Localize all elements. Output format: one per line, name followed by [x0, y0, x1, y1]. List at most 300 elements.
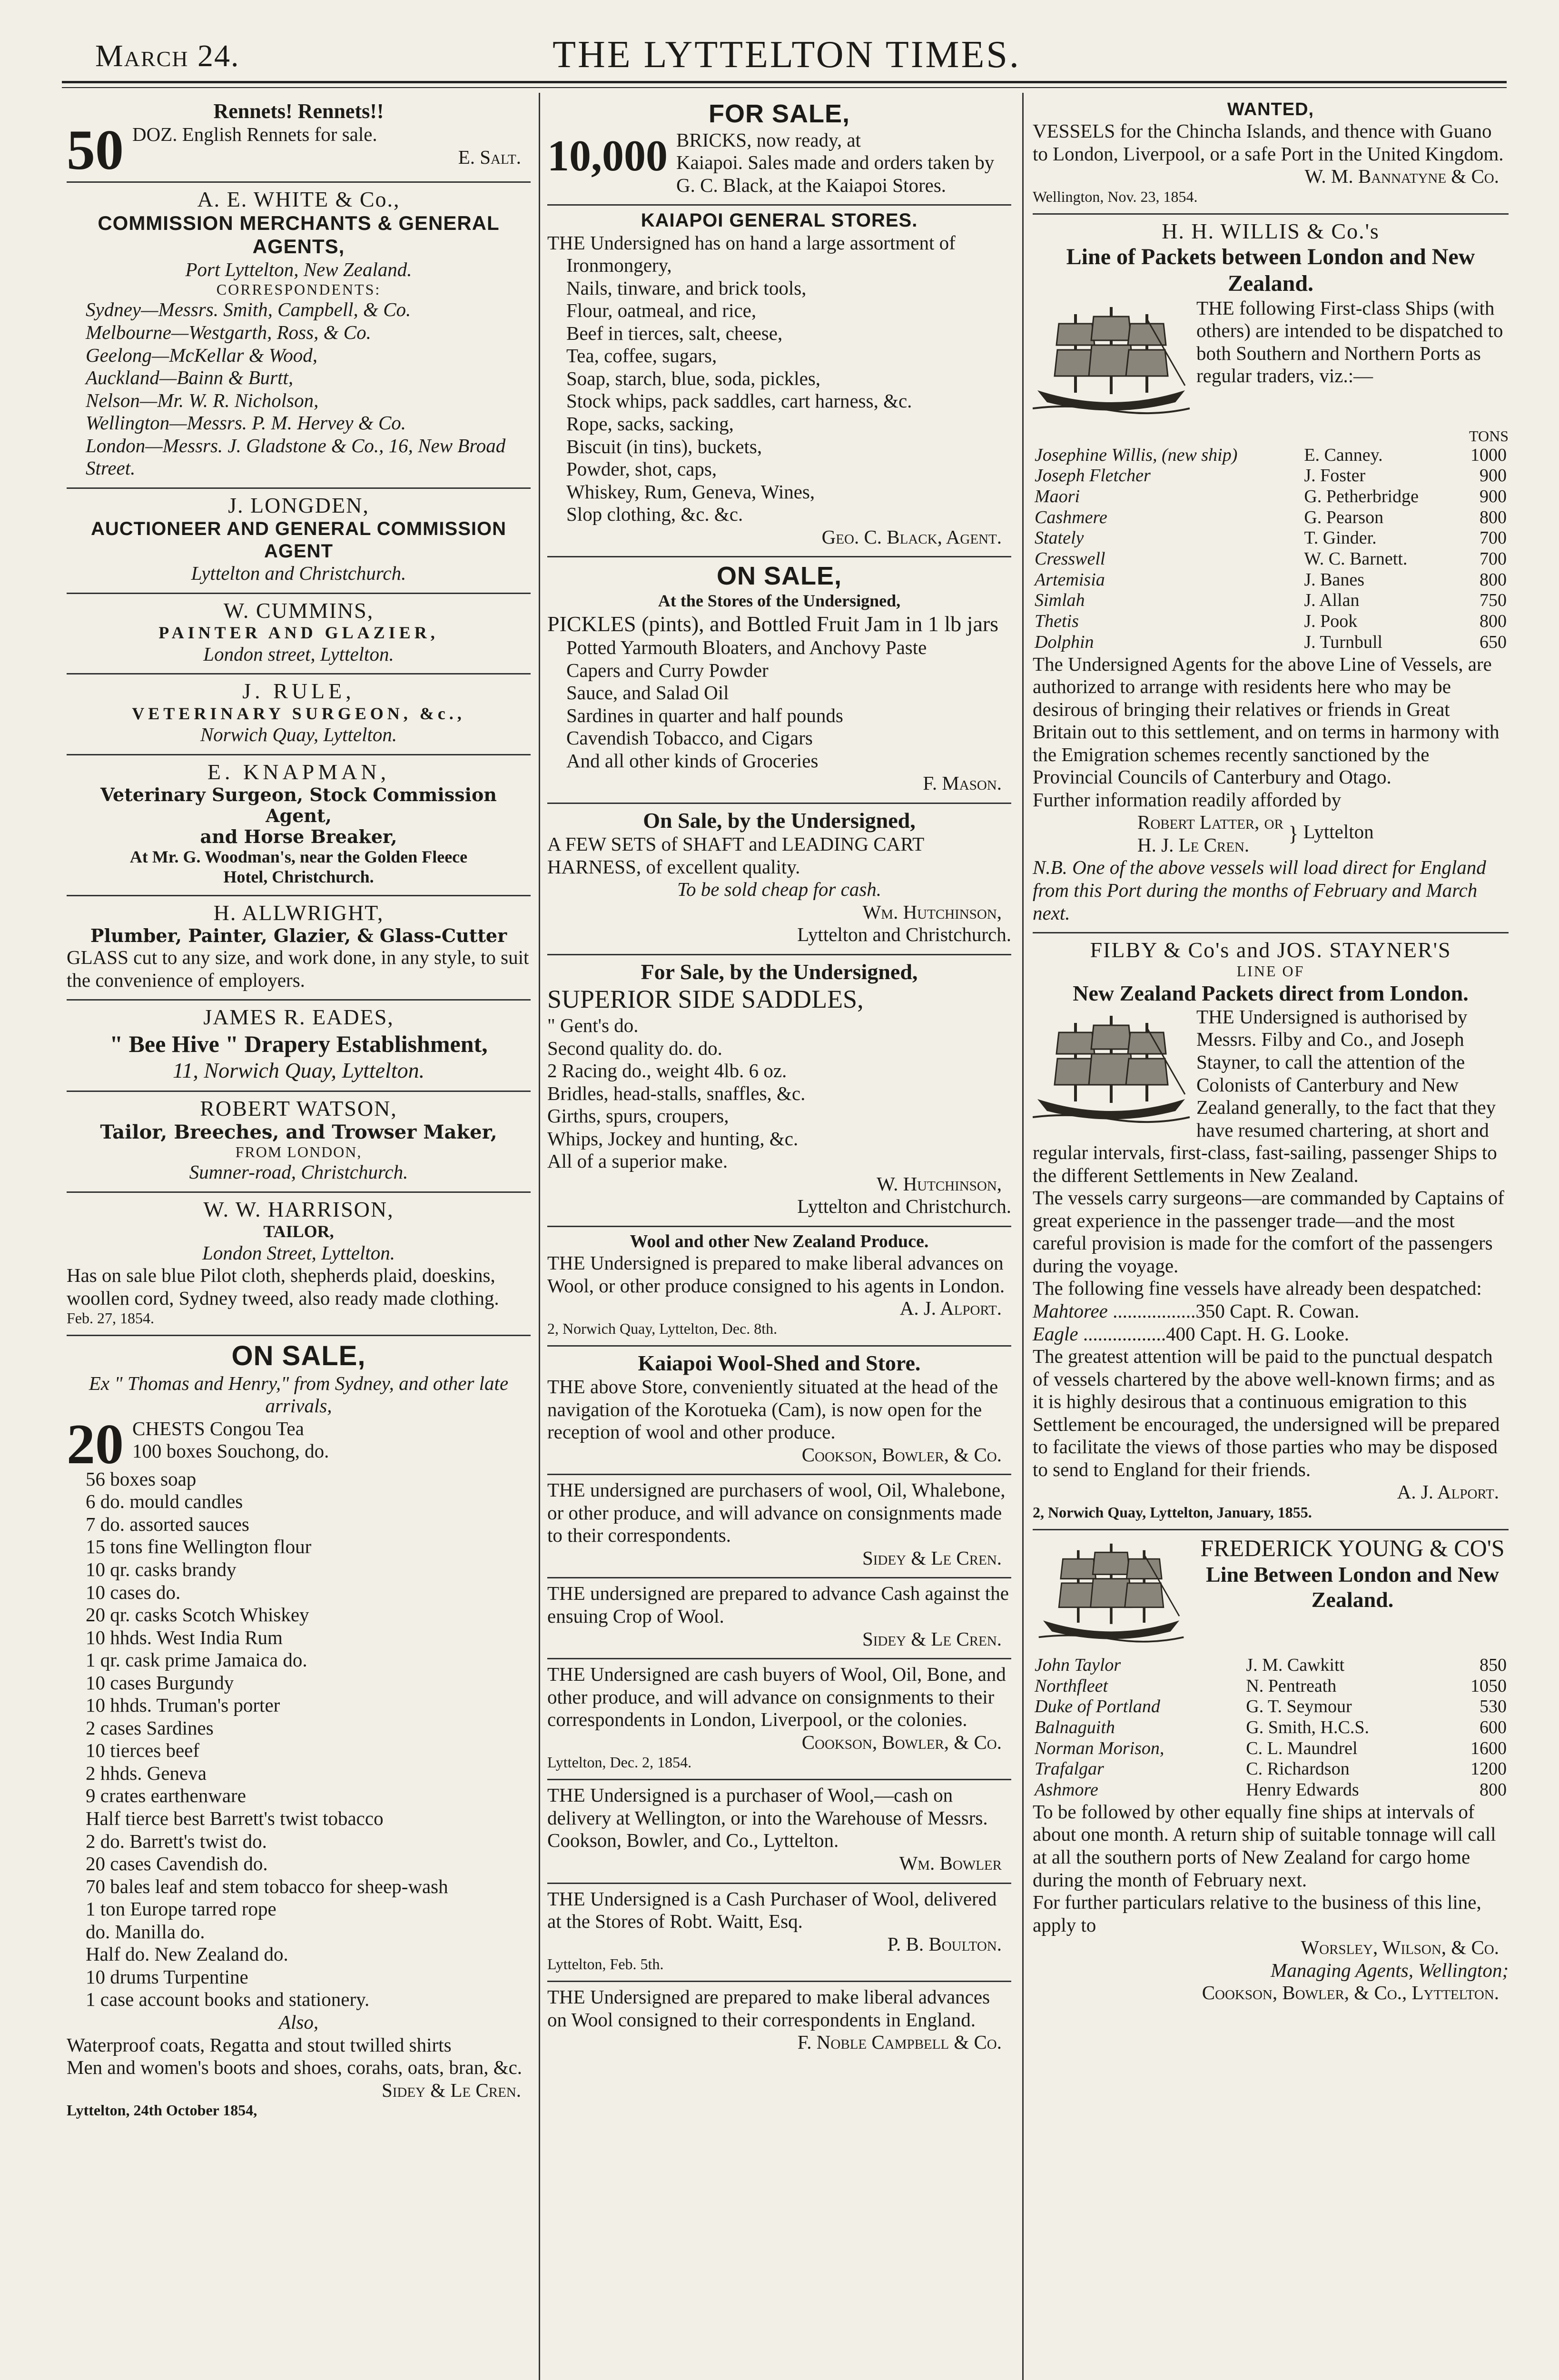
ship-tons: 800 — [1480, 507, 1507, 527]
ad-young — [1033, 1530, 1509, 2012]
list-item: 1 qr. cask prime Jamaica do. — [86, 1649, 307, 1671]
ad-text: Has on sale blue Pilot cloth, shepherds plaid, doeskins, woollen cord, Sydney tweed, also ready made clothing. — [67, 1264, 499, 1309]
ad-heading: Wool and other New Zealand Produce. — [630, 1231, 929, 1251]
list-item: 2 do. Barrett's twist do. — [86, 1830, 267, 1852]
ad-filby — [1033, 933, 1509, 1530]
ship-master: G. Petherbridge — [1304, 486, 1419, 507]
list-item: Second quality do. do. — [547, 1037, 722, 1059]
ad-signature: Cookson, Bowler, & Co. — [801, 1443, 1002, 1466]
firm-trade: Veterinary Surgeon, Stock Commission Agent, — [100, 784, 497, 827]
ship-tons: 650 — [1480, 632, 1507, 652]
ship-tons: 700 — [1480, 549, 1507, 569]
ship-name: Simlah — [1035, 590, 1085, 611]
list-item: Girths, spurs, croupers, — [547, 1105, 729, 1127]
ad-date: Lyttelton, Feb. 5th. — [547, 1955, 664, 1973]
ad-intro: THE Undersigned is authorised by Messrs. Filby and Co., and Joseph Stayner, to call the attention of the Colonists of Canterbury and New Zealand generally, to the fact that they have resumed chartering, at short and regular intervals, first-class, fast-sailing, passenger Ships to the different Settlements in New Zealand. — [1033, 1005, 1497, 1186]
firm-name: FREDERICK YOUNG & CO'S — [1200, 1535, 1505, 1562]
ship-tons: 530 — [1480, 1696, 1507, 1717]
ad-watson — [67, 1092, 531, 1192]
list-item: All of a superior make. — [547, 1150, 728, 1172]
firm-name: J. RULE, — [242, 679, 355, 704]
ad-bowler — [547, 1780, 1011, 1884]
ad-willis — [1033, 215, 1509, 933]
ad-heading: WANTED, — [1227, 99, 1314, 119]
ship-master: W. C. Barnett. — [1304, 549, 1408, 569]
ad-white — [67, 183, 531, 489]
firm-place: London Street, Lyttelton. — [202, 1241, 395, 1264]
list-item: 10 hhds. West India Rum — [86, 1626, 283, 1648]
list-item: Wellington—Messrs. P. M. Hervey & Co. — [86, 412, 406, 434]
ad-body: The Undersigned Agents for the above Line of Vessels, are authorized to arrange with residents here who may be desirous of bringing their relatives or friends in Great Britain out to this settlement, and on terms in harmony with the Emigration schemes recently sanctioned by the Provincial Councils of Canterbury and Otago. — [1033, 653, 1500, 788]
ship-row — [1033, 1780, 1509, 1801]
ad-text: BRICKS, now ready, at — [676, 129, 861, 151]
list-item: 10 cases Burgundy — [86, 1671, 234, 1694]
ship-master: N. Pentreath — [1246, 1676, 1337, 1696]
ship-master: J. M. Cawkitt — [1246, 1655, 1345, 1676]
brace: } — [1288, 822, 1299, 846]
list-item: 56 boxes soap — [86, 1468, 197, 1490]
sailing-ship-illustration — [1033, 300, 1190, 424]
firm-place: Port Lyttelton, New Zealand. — [185, 258, 412, 280]
ship-row — [1033, 445, 1509, 466]
firm-trade: VETERINARY SURGEON, &c., — [132, 704, 465, 723]
ad-text: DOZ. English Rennets for sale. — [132, 123, 377, 146]
ad-signature: E. Salt. — [458, 146, 521, 168]
list-item: 15 tons fine Wellington flour — [86, 1536, 312, 1558]
list-item: Melbourne—Westgarth, Ross, & Co. — [86, 321, 371, 344]
ad-text: THE Undersigned are prepared to make liberal advances on Wool consigned to their correspondents in England. — [547, 1986, 990, 2031]
list-item: 7 do. assorted sauces — [86, 1513, 249, 1535]
ad-signature: Geo. C. Black, Agent. — [821, 526, 1002, 548]
ad-saddles — [547, 955, 1011, 1227]
ad-number: 20 — [67, 1412, 124, 1476]
ship-row — [1033, 1738, 1509, 1759]
goods-list — [547, 254, 1011, 526]
ad-signature: A. J. Alport. — [1397, 1481, 1499, 1503]
ships-table — [1033, 1655, 1509, 1801]
ship-master: J. Pook — [1304, 611, 1358, 632]
list-item: Sardines in quarter and half pounds — [566, 704, 843, 726]
ad-signature: Cookson, Bowler, & Co. — [801, 1731, 1002, 1753]
ad-text: A FEW SETS of SHAFT and LEADING CART HARNESS, of excellent quality. — [547, 833, 924, 878]
ship-details: .................350 Capt. R. Cowan. — [1113, 1300, 1360, 1322]
ship-master: J. Banes — [1304, 569, 1364, 590]
column-divider-1 — [539, 93, 540, 2380]
ad-title: Line Between London and New Zealand. — [1206, 1562, 1499, 1612]
ad-signature: W. M. Bannatyne & Co. — [1304, 165, 1499, 188]
firm-name: J. LONGDEN, — [228, 493, 369, 517]
ad-signature: Sidey & Le Cren. — [381, 2079, 521, 2101]
list-item: Sydney—Messrs. Smith, Campbell, & Co. — [86, 298, 411, 321]
list-item: 70 bales leaf and stem tobacco for sheep-wash — [86, 1875, 448, 1897]
ship-name: Duke of Portland — [1035, 1696, 1160, 1717]
list-item: 10 drums Turpentine — [86, 1965, 248, 1988]
ad-text: VESSELS for the Chincha Islands, and thence with Guano to London, Liverpool, or a safe Port in the United Kingdom. — [1033, 120, 1504, 165]
ship-name: Northfleet — [1035, 1676, 1108, 1696]
ships-list — [1033, 1300, 1509, 1345]
ad-woolshed — [547, 1347, 1011, 1476]
ad-signature: Sidey & Le Cren. — [862, 1547, 1002, 1569]
firm-name: W. W. HARRISON, — [203, 1197, 394, 1221]
firm-place-2: Hotel, Christchurch. — [223, 867, 374, 887]
firm-place: London street, Lyttelton. — [203, 643, 394, 665]
list-item: Half do. New Zealand do. — [86, 1943, 288, 1965]
list-item: Potted Yarmouth Bloaters, and Anchovy Paste — [566, 636, 927, 659]
ad-date: Lyttelton, 24th October 1854, — [67, 2102, 257, 2119]
ad-first-line: CHESTS Congou Tea — [132, 1417, 304, 1439]
ship-row — [1033, 486, 1509, 507]
list-item: 10 cases do. — [86, 1581, 181, 1603]
ad-text-2: Kaiapoi. Sales made and orders taken by G. C. Black, at the Kaiapoi Stores. — [676, 151, 995, 196]
ship-name: Maori — [1035, 486, 1080, 507]
firm-from: FROM LONDON, — [235, 1143, 362, 1160]
firm-name: A. E. WHITE & Co., — [197, 187, 400, 212]
list-item: 1 ton Europe tarred rope — [86, 1898, 276, 1920]
ship-row — [1033, 466, 1509, 486]
ship-row — [1033, 590, 1509, 611]
ad-bricks — [547, 95, 1011, 206]
ship-name: John Taylor — [1035, 1655, 1121, 1676]
ship-row — [1033, 570, 1509, 591]
ship-master: C. L. Maundrel — [1246, 1738, 1358, 1758]
list-item: Nails, tinware, and brick tools, — [566, 277, 807, 299]
ship-name: Ashmore — [1035, 1780, 1098, 1800]
ad-title: Line of Packets between London and New Zealand. — [1066, 244, 1475, 296]
ad-signature: W. Hutchinson, — [877, 1172, 1002, 1195]
ad-allwright — [67, 896, 531, 1001]
list-item: Sauce, and Salad Oil — [566, 682, 729, 704]
ship-row — [1033, 1676, 1509, 1697]
list-item: Whips, Jockey and hunting, &c. — [547, 1127, 799, 1150]
ship-tons: 850 — [1480, 1655, 1507, 1676]
ship-master: C. Richardson — [1246, 1759, 1350, 1779]
ad-signature: F. Mason. — [923, 772, 1002, 794]
ad-signature: Wm. Bowler — [899, 1852, 1002, 1874]
ad-rule — [67, 674, 531, 755]
firm-name: H. ALLWRIGHT, — [213, 900, 384, 925]
ad-text: THE Undersigned are cash buyers of Wool, Oil, Bone, and other produce, and will advance on consignments to their correspondents in London, Liverpool, or the colonies. — [547, 1663, 1006, 1731]
ship-master: G. Pearson — [1304, 507, 1384, 527]
ad-harness — [547, 804, 1011, 955]
firm-trade: AUCTIONEER AND GENERAL COMMISSION AGENT — [90, 518, 507, 562]
column-1 — [67, 95, 531, 2127]
ship-master: E. Canney. — [1304, 445, 1383, 465]
ad-intro: THE Undersigned has on hand a large assortment of — [547, 231, 956, 254]
ad-heading: KAIAPOI GENERAL STORES. — [641, 210, 918, 231]
ad-wool — [547, 1227, 1011, 1347]
ad-subheading: At the Stores of the Undersigned, — [658, 591, 901, 610]
ship-tons: 1200 — [1470, 1759, 1507, 1779]
ad-mason — [547, 557, 1011, 804]
ship-name: Norman Morison, — [1035, 1738, 1164, 1758]
list-item: 6 do. mould candles — [86, 1490, 243, 1513]
ship-name: Trafalgar — [1035, 1759, 1104, 1779]
ad-date: 2, Norwich Quay, Lyttelton, Dec. 8th. — [547, 1319, 778, 1337]
ad-note: To be sold cheap for cash. — [677, 878, 881, 901]
ad-signature-role: Managing Agents, Wellington; — [1271, 1959, 1509, 1981]
list-item: Bridles, head-stalls, snaffles, &c. — [547, 1082, 806, 1104]
firm-place: Sumner-road, Christchurch. — [189, 1161, 408, 1183]
ship-name: Cresswell — [1035, 549, 1105, 569]
list-item: Flour, oatmeal, and rice, — [566, 299, 757, 322]
ad-heading: Rennets! Rennets!! — [213, 99, 384, 123]
ad-heading: FOR SALE, — [708, 99, 850, 128]
ad-heading: For Sale, by the Undersigned, — [641, 959, 918, 984]
ship-name: Joseph Fletcher — [1035, 466, 1151, 486]
line-of-label: LINE OF — [1236, 962, 1305, 980]
list-item: 2 cases Sardines — [86, 1716, 214, 1739]
firm-name: W. CUMMINS, — [223, 598, 374, 623]
ad-sidey-onsale — [67, 1336, 531, 2127]
ship-master: J. Allan — [1304, 590, 1360, 611]
ship-master: J. Turnbull — [1304, 632, 1383, 652]
ship-master: Henry Edwards — [1246, 1780, 1359, 1800]
ad-body-2: The following fine vessels have already been despatched: — [1033, 1277, 1482, 1299]
list-item: 9 crates earthenware — [86, 1785, 246, 1807]
correspondents-list — [67, 298, 531, 479]
ship-master: T. Ginder. — [1304, 528, 1377, 548]
sailing-ship-illustration — [1033, 1009, 1190, 1132]
ad-eades — [67, 1001, 531, 1092]
masthead-rule — [62, 81, 1507, 88]
ad-intro: PICKLES (pints), and Bottled Fruit Jam in 1 lb jars — [547, 611, 999, 636]
ad-wanted — [1033, 95, 1509, 215]
firm-trade: TAILOR, — [263, 1221, 334, 1241]
ad-cookson — [547, 1659, 1011, 1780]
ship-tons: 1000 — [1470, 445, 1507, 465]
ship-row — [1033, 528, 1509, 549]
list-item: 2 Racing do., weight 4lb. 6 oz. — [547, 1060, 787, 1082]
list-item: Cavendish Tobacco, and Cigars — [566, 727, 813, 749]
list-item: 2 hhds. Geneva — [86, 1762, 207, 1784]
ship-tons: 800 — [1480, 1780, 1507, 1800]
firm-name: ROBERT WATSON, — [200, 1096, 397, 1121]
ad-number: 10,000 — [547, 131, 668, 180]
ship-name: Eagle — [1033, 1322, 1083, 1345]
ship-row — [1033, 1300, 1509, 1323]
tons-label: TONS — [1469, 427, 1509, 445]
list-item: Geelong—McKellar & Wood, — [86, 344, 318, 366]
ad-heading: ON SALE, — [716, 562, 842, 591]
list-item: London—Messrs. J. Gladstone & Co., 16, New Broad Street. — [86, 434, 506, 479]
ad-signature: P. B. Boulton. — [887, 1933, 1002, 1955]
ship-master: G. Smith, H.C.S. — [1246, 1717, 1369, 1738]
list-item: Slop clothing, &c. &c. — [566, 503, 743, 526]
list-item: Stock whips, pack saddles, cart harness, &c. — [566, 390, 912, 412]
ship-tons: 900 — [1480, 466, 1507, 486]
ad-number: 50 — [67, 118, 124, 182]
ship-name: Artemisia — [1035, 569, 1105, 590]
ad-intro: THE following First-class Ships (with others) are intended to be dispatched to both Southern and Northern Ports as regular traders, viz.:— — [1196, 297, 1503, 387]
firm-place: Norwich Quay, Lyttelton. — [200, 724, 397, 746]
goods-list — [547, 1014, 1011, 1173]
agents-names — [1137, 811, 1283, 856]
list-item: 20 cases Cavendish do. — [86, 1853, 268, 1875]
ad-knapman — [67, 755, 531, 896]
ad-body-2: For further particulars relative to the business of this line, apply to — [1033, 1891, 1481, 1936]
agent-1: Robert Latter, or — [1137, 811, 1283, 833]
ad-signature-place: Lyttelton and Christchurch. — [797, 923, 1011, 946]
ship-name: Balnaguith — [1035, 1717, 1115, 1738]
list-item: 10 hhds. Truman's porter — [86, 1694, 280, 1716]
ship-master: G. T. Seymour — [1246, 1696, 1352, 1717]
list-item: 10 tierces beef — [86, 1739, 200, 1762]
firm-trade: Plumber, Painter, Glazier, & Glass-Cutter — [90, 925, 507, 947]
agent-2: H. J. Le Cren. — [1137, 833, 1250, 856]
list-item: Men and women's boots and shoes, corahs, oats, bran, &c. — [67, 2056, 523, 2079]
ship-master: J. Foster — [1304, 466, 1366, 486]
issue-date: March 24. — [95, 39, 240, 73]
extra-goods-list — [67, 2034, 531, 2079]
agents-block — [1033, 811, 1509, 856]
ad-subheading: Ex " Thomas and Henry," from Sydney, and other late arrivals, — [89, 1372, 509, 1417]
list-item: Whiskey, Rum, Geneva, Wines, — [566, 480, 815, 503]
also-label: Also, — [278, 2011, 319, 2033]
ship-row — [1033, 1323, 1509, 1346]
ad-signature: Worsley, Wilson, & Co. — [1301, 1936, 1499, 1959]
ad-body-1: To be followed by other equally fine ships at intervals of about one month. A return ship of suitable tonnage will call at all the southern ports of New Zealand for cargo home during the month of February next. — [1033, 1800, 1496, 1891]
ship-tons: 1050 — [1470, 1676, 1507, 1696]
goods-list — [547, 636, 1011, 772]
ad-text: THE above Store, conveniently situated at the head of the navigation of the Korotueka (Cam), is now open for the reception of wool and other produce. — [547, 1376, 998, 1443]
ship-name: Dolphin — [1035, 632, 1094, 652]
ad-heading: On Sale, by the Undersigned, — [643, 808, 916, 833]
ad-signature-2: Cookson, Bowler, & Co., Lyttelton. — [1202, 1982, 1499, 2004]
ad-date: Wellington, Nov. 23, 1854. — [1033, 188, 1198, 205]
ad-text: THE undersigned are purchasers of wool, Oil, Whalebone, or other produce, and will advance on consignments made to their correspondents. — [547, 1479, 1006, 1547]
column-2 — [547, 95, 1011, 2062]
ad-text: THE Undersigned is a purchaser of Wool,—cash on delivery at Wellington, or into the Warehouse of Messrs. Cookson, Bowler, and Co., Lyttelton. — [547, 1784, 988, 1852]
firm-place: Lyttelton and Christchurch. — [191, 562, 406, 584]
ship-name: Josephine Willis, (new ship) — [1035, 445, 1238, 465]
firm-trade: COMMISSION MERCHANTS & GENERAL AGENTS, — [98, 212, 500, 258]
ad-signature: A. J. Alport. — [899, 1297, 1002, 1319]
newspaper-title: THE LYTTELTON TIMES. — [553, 34, 1021, 76]
ship-row — [1033, 1696, 1509, 1717]
ad-cummins — [67, 594, 531, 675]
ad-boulton — [547, 1884, 1011, 1983]
firm-place: At Mr. G. Woodman's, near the Golden Fleece — [129, 847, 468, 867]
list-item: 10 qr. casks brandy — [86, 1558, 237, 1581]
list-item: 1 case account books and stationery. — [86, 1988, 370, 2011]
ship-tons: 600 — [1480, 1717, 1507, 1738]
ad-kaiapoi-stores — [547, 206, 1011, 557]
list-item: Powder, shot, caps, — [566, 458, 717, 480]
ad-text: THE Undersigned is prepared to make liberal advances on Wool, or other produce consigned to his agents in London. — [547, 1251, 1005, 1297]
ship-tons: 1600 — [1470, 1738, 1507, 1758]
ad-title: SUPERIOR SIDE SADDLES, — [547, 985, 864, 1014]
ship-tons: 900 — [1480, 486, 1507, 507]
sailing-ship-illustration — [1033, 1537, 1190, 1651]
ship-name: Mahtoree — [1033, 1300, 1113, 1322]
ship-name: Cashmere — [1035, 507, 1107, 527]
list-item: Half tierce best Barrett's twist tobacco — [86, 1807, 384, 1830]
ships-table — [1033, 445, 1509, 653]
ad-title: New Zealand Packets direct from London. — [1073, 981, 1469, 1005]
ship-name: Stately — [1035, 528, 1084, 548]
correspondents-label: CORRESPONDENTS: — [216, 281, 381, 298]
firm-name: E. KNAPMAN, — [207, 759, 390, 784]
ad-longden — [67, 489, 531, 594]
ad-harrison — [67, 1193, 531, 1337]
ship-tons: 800 — [1480, 611, 1507, 632]
ad-text: THE Undersigned is a Cash Purchaser of Wool, delivered at the Stores of Robt. Waitt, Esq. — [547, 1887, 997, 1933]
list-item: Capers and Curry Powder — [566, 659, 769, 681]
ad-text: THE undersigned are prepared to advance Cash against the ensuing Crop of Wool. — [547, 1582, 1009, 1627]
list-item: Waterproof coats, Regatta and stout twilled shirts — [67, 2033, 452, 2056]
goods-list — [67, 1468, 531, 2011]
ad-signature: Sidey & Le Cren. — [862, 1627, 1002, 1650]
ad-further: Further information readily afforded by — [1033, 788, 1342, 811]
list-item: Auckland—Bainn & Burtt, — [86, 367, 294, 389]
ad-campbell — [547, 1982, 1011, 2062]
list-item: Nelson—Mr. W. R. Nicholson, — [86, 389, 319, 411]
list-item: Biscuit (in tins), buckets, — [566, 435, 762, 457]
ad-body-3: The greatest attention will be paid to the punctual despatch of vessels chartered by the above well-known firms; and as it is highly desirous that a continuous emigration to this Settlement be encouraged, the undersigned will be prepared to facilitate the views of those parties who may be disposed to send to England for their friends. — [1033, 1345, 1500, 1480]
ship-row — [1033, 1717, 1509, 1738]
ad-heading: ON SALE, — [231, 1340, 366, 1372]
ad-signature-place: Lyttelton and Christchurch. — [797, 1195, 1011, 1218]
list-item: do. Manilla do. — [86, 1920, 205, 1943]
masthead — [52, 30, 1521, 75]
ship-details: .................400 Capt. H. G. Looke. — [1083, 1322, 1350, 1345]
ad-signature: F. Noble Campbell & Co. — [797, 2031, 1002, 2053]
list-item: Ironmongery, — [566, 254, 672, 277]
ship-tons: 800 — [1480, 569, 1507, 590]
ad-signature: Wm. Hutchinson, — [862, 901, 1002, 923]
firm-trade-2: and Horse Breaker, — [200, 826, 397, 848]
ad-sidey-cash — [547, 1578, 1011, 1659]
agents-place: Lyttelton — [1303, 821, 1374, 843]
firm-name: JAMES R. EADES, — [203, 1005, 394, 1030]
list-item: Beef in tierces, salt, cheese, — [566, 322, 783, 344]
firm-name: H. H. WILLIS & Co.'s — [1162, 218, 1380, 243]
ship-row — [1033, 1655, 1509, 1676]
list-item: And all other kinds of Groceries — [566, 749, 819, 772]
ad-rennets — [67, 95, 531, 183]
ad-date: Lyttelton, Dec. 2, 1854. — [547, 1754, 692, 1771]
column-3 — [1033, 95, 1509, 2012]
ship-row — [1033, 632, 1509, 653]
list-item: Tea, coffee, sugars, — [566, 345, 717, 367]
ad-second-line: 100 boxes Souchong, do. — [132, 1440, 329, 1462]
ad-sidey-wool — [547, 1475, 1011, 1578]
column-divider-2 — [1022, 93, 1024, 2380]
ship-row — [1033, 549, 1509, 570]
ad-date: Feb. 27, 1854. — [67, 1309, 154, 1327]
ad-heading: Kaiapoi Wool-Shed and Store. — [638, 1350, 921, 1375]
ship-row — [1033, 611, 1509, 632]
list-item: 20 qr. casks Scotch Whiskey — [86, 1604, 309, 1626]
ad-body-1: The vessels carry surgeons—are commanded by Captains of great experience in the passenger trade—and the most careful provision is made for the comfort of the passengers during the voyage. — [1033, 1187, 1504, 1277]
list-item: Soap, starch, blue, soda, pickles, — [566, 367, 821, 389]
ship-tons: 750 — [1480, 590, 1507, 611]
firm-trade: PAINTER AND GLAZIER, — [158, 623, 439, 642]
firm-name: FILBY & Co's and JOS. STAYNER'S — [1090, 938, 1451, 962]
ad-text: GLASS cut to any size, and work done, in any style, to suit the convenience of employers. — [67, 946, 529, 991]
list-item: " Gent's do. — [547, 1014, 639, 1036]
ship-row — [1033, 507, 1509, 528]
ad-date: 2, Norwich Quay, Lyttelton, January, 1855. — [1033, 1503, 1312, 1521]
firm-trade: " Bee Hive " Drapery Establishment, — [109, 1030, 488, 1057]
ship-row — [1033, 1759, 1509, 1780]
ad-note: N.B. One of the above vessels will load direct for England from this Port during the months of February and March next. — [1033, 856, 1486, 924]
list-item: Rope, sacks, sacking, — [566, 413, 734, 435]
firm-place: 11, Norwich Quay, Lyttelton. — [172, 1058, 425, 1082]
ship-name: Thetis — [1035, 611, 1079, 632]
firm-trade: Tailor, Breeches, and Trowser Maker, — [100, 1121, 497, 1143]
ship-tons: 700 — [1480, 528, 1507, 548]
